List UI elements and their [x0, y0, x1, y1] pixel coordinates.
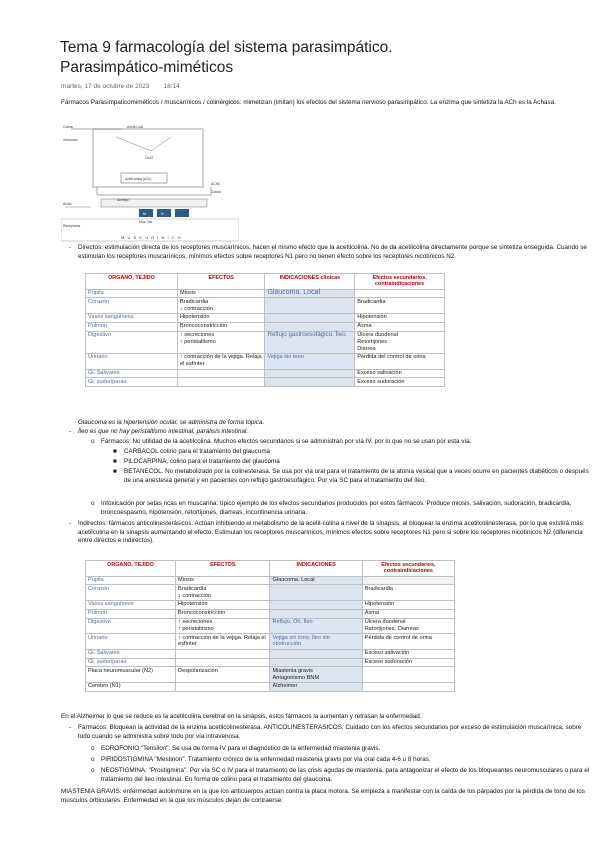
table-cell: Urinario [86, 353, 178, 369]
table-cell: ↑ secreciones ↑ peristaltismo [176, 618, 270, 634]
directos-bullet: - [69, 244, 72, 251]
table-row [86, 585, 455, 601]
table-row [86, 609, 455, 618]
table-cell [355, 289, 445, 298]
table-cell: Corazón [86, 298, 178, 314]
drug-bullet: o [91, 767, 95, 774]
table-cell: ↑ secreciones ↑ peristaltismo [177, 331, 265, 353]
table-cell: Hipotensión [177, 313, 265, 322]
intro-paragraph: Fármacos Parasimpaticomiméticos / muscarínicos / colinérgicos: mimetizan (imitan) los efectos del sistema nervioso parasimpático. La enzima que sintetiza la ACh es la Achasa. [61, 99, 556, 106]
diagram-label-vesiculas: Vesículas [63, 138, 78, 142]
table-cell [270, 649, 362, 658]
table-header-row [86, 561, 455, 577]
table-cell: Vejiga sin tono [265, 353, 355, 369]
diagram-label-m: M [143, 212, 146, 216]
drug-betanecol: BETANECOL. No metabolizado por la colinesterasa. Se usa por vía oral para el tratamiento de la atonía vesical que a veces ocurre en pacientes diabéticos o después de una anestesia general y en pacientes con reflujo gastroesofágico. Por vía SC para el tratamiento del íleo. [124, 468, 589, 484]
table-cell: ↑ contracción de la vejiga. Relaja el esfínter [176, 634, 270, 650]
table-cell: Gl. sudoríparas [86, 378, 178, 387]
diagram-label-chat: ChAT [145, 156, 154, 160]
synapse-diagram-svg [61, 123, 239, 243]
table-cell: Bradicardia ↓ contracción [177, 298, 265, 314]
table-row [86, 331, 445, 353]
table-cell: Hipotensión [362, 600, 454, 609]
table-cell: Exceso salivación [362, 649, 454, 658]
table-cell [270, 609, 362, 618]
diagram-label-acetilcoa: Acetil-CoA [127, 125, 144, 129]
drug-carbacol: CARBACOL colirio para el tratamiento del glaucoma [124, 448, 271, 455]
table-cell [265, 369, 355, 378]
table-cell: Corazón [86, 585, 176, 601]
indirectos-paragraph: Indirectos: fármacos anticolinesterásicos. Actúan inhibiendo el metabolismo de la acetil-colina a nivel de la sinapsis, al bloquear la enzima acetilcolinesterasa, por lo que existirá más acetilcolina en la sinapsis aumentando el efecto. Estimulan los receptores muscarínicos, mínimos efectos sobre receptores N1 pero si sobre los receptores nicotínicos N2 (diferencia entre directos e indirectos). [78, 520, 583, 545]
diagram-label-acetato: Acetato [117, 198, 129, 202]
diagram-label-muscurinico: M U S C U R I N I C O [121, 235, 182, 240]
table-directos [85, 273, 445, 387]
table-cell: Exceso salivación [355, 369, 445, 378]
table-row [86, 600, 455, 609]
table-cell: Gl. Salivares [86, 649, 176, 658]
table-cell [265, 313, 355, 322]
table-cell: Reflujo. Oh. Íleo [270, 618, 362, 634]
th-efectos: EFECTOS [177, 274, 265, 290]
table-cell [362, 682, 454, 691]
table-row [86, 322, 445, 331]
table-cell [265, 298, 355, 314]
table-row [86, 618, 455, 634]
table-cell: Vasos sanguíneos [86, 600, 176, 609]
diagram-label-colina: Colina [63, 125, 73, 129]
table-cell: Miastenia gravis Antagonismo BNM [270, 667, 362, 683]
table-cell [362, 667, 454, 683]
table-cell: Hipotensión [176, 600, 270, 609]
table-cell: Úlcera duodenal Retortijones Diarrea [355, 331, 445, 353]
table-cell: Digestivo [86, 618, 176, 634]
farmacos-indirectos-text: Fármacos: Bloquean la actividad de la enzima acetilcolinesterasa. ANTICOLINESTERASICOS. Cuidado con los efectos secundarios por exceso de estimulación muscarínica, sobre todo cuando se administra sobre todo por vía intravenosa. [78, 724, 582, 740]
date-text: martes, 17 de octubre de 2023 [61, 83, 150, 90]
diagram-label-mus-nic: Mus. Nic [139, 220, 153, 224]
intoxicacion-text: Intoxicación por setas ricas en muscarina: típico ejemplo de los efectos secundarios producidos por estos fármacos. Produce miosis, salivación, sudoración, bradicardia, broncoespasmo, hipotensión, retortijones, diarreas, incontinencia urinaria. [101, 500, 572, 516]
diagram-label-acido: Ácido [63, 202, 72, 206]
table-cell: Gl. sudoríparas [86, 658, 176, 667]
ileo-note: Íleo es que no hay peristaltismo intestinal, parálisis intestinal. [78, 428, 249, 435]
title-line-2: Parasimpático-miméticos [60, 59, 234, 76]
table-cell: Exceso sudoración [362, 658, 454, 667]
table-cell: Pupila [86, 576, 176, 585]
drug-bullet: ■ [113, 468, 117, 475]
alzheimer-paragraph: En el Alzheimer lo que se reduce es la acetilcolina cerebral en la sinápsis, estos fármacos la aumentan y retrasan la enfermedad. [61, 713, 422, 720]
table-cell [270, 658, 362, 667]
synapse-diagram [61, 123, 239, 243]
diagram-label-n: N [161, 212, 164, 216]
table-cell [177, 378, 265, 387]
intox-bullet: o [91, 500, 95, 507]
diagram-label-colina-2: Colina [211, 190, 221, 194]
table-header-row [86, 274, 445, 290]
table-cell: Digestivo [86, 331, 178, 353]
table-cell: Úlcera duodenal Retortijones. Diarreas [362, 618, 454, 634]
table-cell [270, 600, 362, 609]
diagram-label-ache: AChE [211, 182, 220, 186]
table-cell: Vasos sanguíneos [86, 313, 178, 322]
drug-neostigmina: NEOSTIGMINA. "Prostigmina". Por vía SC o IV para el tratamiento de las crisis agudas de miastenia, para antagonizar el efecto de los bloqueantes neuromusculares o para el tratamiento del íleo intestinal. En forma de colirio para el tratamiento del glaucoma. [101, 767, 590, 783]
table-cell: Exceso sudoración [355, 378, 445, 387]
diagram-label-receptores: Receptores [63, 224, 81, 228]
table-cell: Alzheimer [270, 682, 362, 691]
miastenia-paragraph: MIASTENIA GRAVIS: enfermedad autoinmune en la que los anticuerpos actúan contra la placa motora. Se empieza a manifestar con la caída de los párpados por la pérdida de tono de los músculos orbiculares. Enfermedad en la que los músculos dejan de contraerse. [61, 788, 585, 804]
table-cell [362, 576, 454, 585]
table-cell: Cerebro (N1) [86, 682, 176, 691]
table-cell: Pérdida de control de orina [362, 634, 454, 650]
table-cell [177, 369, 265, 378]
table-cell: Bradicardia [355, 298, 445, 314]
table-cell: Gl. Salivares [86, 369, 178, 378]
table-cell: Glaucoma. Local [270, 576, 362, 585]
table-cell: Asma [355, 322, 445, 331]
ileo-bullet: - [69, 428, 72, 435]
farmacos-ind-bullet: - [69, 724, 72, 731]
table-cell: ↑ contracción de la vejiga. Relaja el esfínter [177, 353, 265, 369]
table-cell: Bradicardia ↓ contracción [176, 585, 270, 601]
glaucoma-note: Glaucoma es la hipertensión ocular, se administra de forma tópica. [78, 419, 265, 426]
table-cell: Pulmón [86, 322, 178, 331]
table-cell: Pulmón [86, 609, 176, 618]
th-indicaciones: INDICACIONES [270, 561, 362, 577]
table-cell: Broncoconstricción [176, 609, 270, 618]
table-cell: Miosis [176, 576, 270, 585]
table-cell: Placa neuromuscular (N2) [86, 667, 176, 683]
table-cell: Miosis [177, 289, 265, 298]
th-organo: ORGANO, TEJIDO [86, 274, 178, 290]
th-organo: ORGANO, TEJIDO [86, 561, 176, 577]
drug-bullet: ■ [113, 458, 117, 465]
time-text: 18:14 [163, 83, 180, 90]
drug-bullet: o [91, 756, 95, 763]
th-secundarios: Efectos secundarios, contraindicaciones [355, 274, 445, 290]
drug-edrofonio: EDROFONIO "Tensilon". Se usa de forma IV para el diagnóstico de la enfermedad miastenia gravis. [101, 745, 381, 752]
table-row [86, 378, 445, 387]
table-cell [176, 649, 270, 658]
page-title [60, 38, 393, 78]
diagram-label-ach: Acetil-colina (ACh) [125, 177, 152, 181]
th-efectos: EFECTOS [176, 561, 270, 577]
title-line-1: Tema 9 farmacología del sistema parasimpático. [60, 39, 393, 56]
table-cell: Pérdida del control de orina [355, 353, 445, 369]
note-date [61, 83, 180, 90]
th-indicaciones: INDICACIONES clínicas [265, 274, 355, 290]
table-row [86, 576, 455, 585]
drug-pilocarpina: PILOCARPINA, colirio para el tratamiento del glaucoma [124, 458, 280, 465]
table-cell: Reflujo gastroesofágico. Íleo. [265, 331, 355, 353]
table-cell: Glaucoma. Local [265, 289, 355, 298]
directos-paragraph: Directos: estimulación directa de los receptores muscarínicos, hacen el mismo efecto que la acetilcolina. No de da acetilcolina directamente porque se sintetiza enseguida. Cuando se estimulan los receptores muscarínicos, mínimos efectos sobre receptores N1 pero no tienen efecto sobre los receptores nicotínicos N2. [78, 244, 587, 260]
table-cell: Vejiga sin tono. Íleo sin obstrucción [270, 634, 362, 650]
table-cell [176, 682, 270, 691]
farmacos-directos-text: Fármacos: No utilidad de la acetilcolina. Muchos efectos secundarios si se administran por vía IV, por lo que no se usan por esta vía. [101, 438, 472, 445]
table-row [86, 667, 455, 683]
drug-bullet: ■ [113, 448, 117, 455]
table-row [86, 313, 445, 322]
table-cell: Bradicardia [362, 585, 454, 601]
table-row [86, 649, 455, 658]
table-cell: Despolarización [176, 667, 270, 683]
table-cell: Hipotensión [355, 313, 445, 322]
farmacos-bullet: o [91, 438, 95, 445]
table-cell: Urinario [86, 634, 176, 650]
drug-piridostigmina: PIRIDOSTIGMINA "Mestinon". Tratamiento crónico de la enfermedad miastenia gravis por vía oral cada 4-6 u 8 horas. [101, 756, 431, 763]
table-row [86, 298, 445, 314]
indirectos-bullet: - [69, 520, 72, 527]
table-row [86, 289, 445, 298]
table-row [86, 634, 455, 650]
th-secundarios: Efectos secundarios, contraindicaciones [362, 561, 454, 577]
table-cell: Broncoconstricción [177, 322, 265, 331]
table-cell [265, 322, 355, 331]
table-cell: Asma [362, 609, 454, 618]
table-cell [265, 378, 355, 387]
table-row [86, 369, 445, 378]
table-cell: Pupila [86, 289, 178, 298]
table-row [86, 658, 455, 667]
table-row [86, 353, 445, 369]
drug-bullet: o [91, 745, 95, 752]
table-cell [270, 585, 362, 601]
table-indirectos [85, 560, 455, 692]
table-row [86, 682, 455, 691]
table-cell [176, 658, 270, 667]
